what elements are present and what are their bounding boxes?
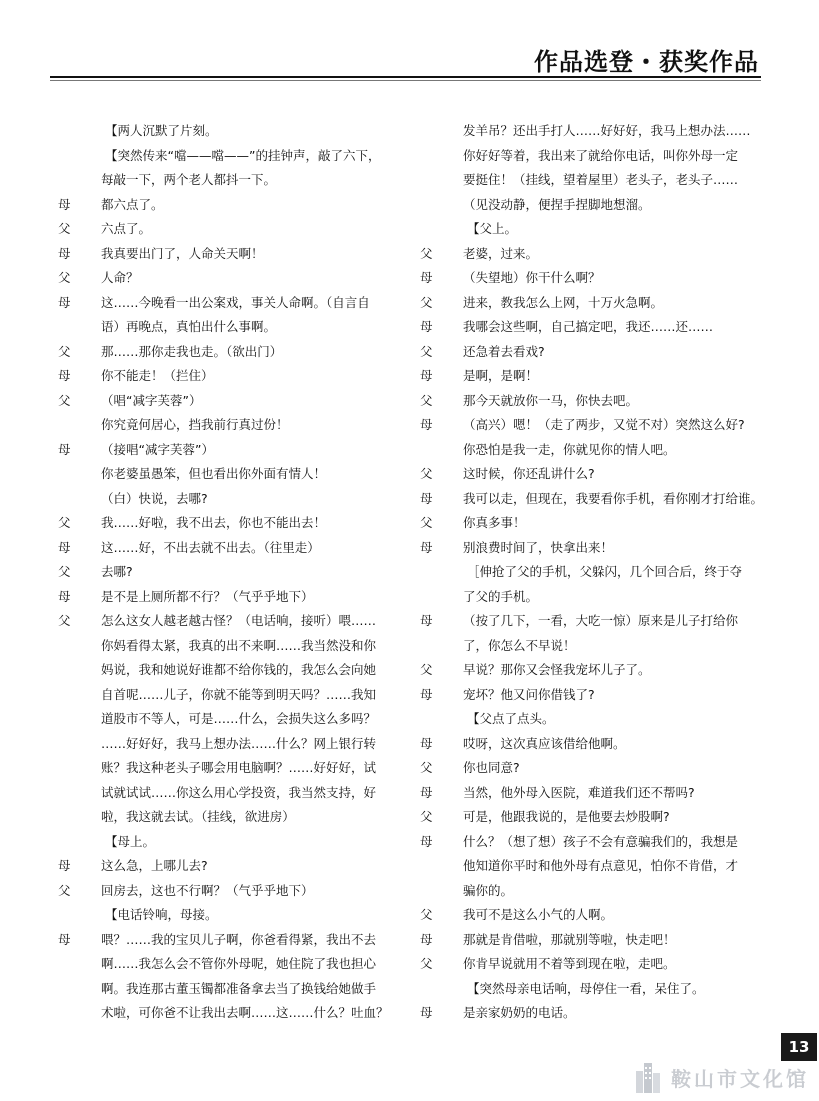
speaker-label: 父	[420, 245, 433, 261]
line-text: 啦，我这就去试。（挂线，欲进房）	[101, 809, 295, 824]
script-line	[58, 193, 402, 218]
line-text: 这么急，上哪儿去?	[101, 858, 208, 873]
script-line	[420, 487, 766, 512]
line-text: （唱“减字芙蓉”）	[101, 392, 202, 408]
line-text: 他知道你平时和他外母有点意见，怕你不肯借，才	[463, 858, 739, 873]
speaker-label: 父	[58, 343, 71, 359]
line-text: 这……好，不出去就不出去。（往里走）	[101, 539, 320, 555]
script-line	[58, 781, 402, 806]
script-line	[58, 756, 402, 781]
line-text: 【突然传来“噹——噹——”的挂钟声，敲了六下，	[105, 147, 381, 163]
line-text: 进来，教我怎么上网，十万火急啊。	[463, 294, 664, 310]
line-text: 喂？……我的宝贝儿子啊，你爸看得紧，我出不去	[101, 931, 377, 947]
speaker-label: 母	[420, 735, 433, 751]
line-text: 我可不是这么小气的人啊。	[463, 907, 614, 922]
script-line	[58, 217, 402, 242]
line-text: 【电话铃响，母接。	[105, 907, 218, 922]
speaker-label: 母	[420, 1005, 433, 1020]
line-text: 我真要出门了，人命关天啊！	[101, 245, 264, 261]
script-line	[420, 830, 766, 855]
script-line	[420, 389, 766, 414]
script-line	[58, 291, 402, 316]
script-line	[420, 119, 766, 144]
line-text: 那……那你走我也走。（欲出门）	[101, 343, 283, 359]
script-line	[58, 609, 402, 634]
speaker-label: 母	[420, 539, 433, 555]
script-line	[420, 242, 766, 267]
speaker-label: 母	[420, 490, 433, 506]
speaker-label: 父	[58, 270, 71, 285]
speaker-label: 父	[58, 515, 71, 530]
speaker-label: 父	[420, 466, 433, 481]
script-line	[58, 830, 402, 855]
line-text: 可是，他跟我说的，是他要去炒股啊?	[463, 809, 670, 824]
speaker-label: 母	[420, 686, 433, 702]
line-text: 你不能走！（拦住）	[101, 368, 214, 383]
script-line	[58, 707, 402, 732]
script-line	[420, 1001, 766, 1026]
line-text: （接唱“减字芙蓉”）	[101, 441, 214, 457]
line-text: 试就试试……你这么用心学投资，我当然支持，好	[101, 784, 377, 800]
line-text: 你真多事！	[463, 515, 526, 530]
speaker-label: 父	[420, 392, 433, 408]
script-line	[420, 756, 766, 781]
speaker-label: 母	[58, 196, 71, 212]
header-divider	[50, 76, 761, 78]
speaker-label: 父	[58, 882, 71, 898]
script-line	[420, 707, 766, 732]
script-line	[58, 119, 402, 144]
line-text: 我可以走，但现在，我要看你手机，看你刚才打给谁。	[463, 490, 764, 506]
line-text: 六点了。	[101, 221, 152, 236]
line-text: 了父的手机。	[463, 588, 539, 604]
line-text: 发羊吊？还出手打人……好好好，我马上想办法……	[463, 123, 751, 138]
line-text: 你好好等着，我出来了就给你电话，叫你外母一定	[463, 147, 739, 163]
line-text: （高兴）嗯！（走了两步，又觉不对）突然这么好?	[463, 417, 745, 432]
speaker-label: 母	[420, 931, 433, 947]
script-line	[58, 315, 402, 340]
speaker-label: 父	[420, 343, 433, 359]
line-text: 当然，他外母入医院，难道我们还不帮吗?	[463, 784, 695, 800]
line-text: 别浪费时间了，快拿出来！	[463, 539, 614, 555]
script-line	[420, 658, 766, 683]
line-text: 去哪?	[101, 564, 133, 579]
line-text: （失望地）你干什么啊？	[463, 270, 601, 285]
script-line	[420, 732, 766, 757]
line-text: 宠坏？他又问你借钱了?	[463, 686, 595, 702]
line-text: 是亲家奶奶的电话。	[463, 1005, 576, 1020]
line-text: 账？我这种老头子哪会用电脑啊？……好好好，试	[101, 760, 377, 775]
building-logo-icon	[633, 1059, 663, 1095]
line-text: 老婆，过来。	[463, 245, 539, 261]
line-text: 怎么这女人越老越古怪？（电话响，接听）喂……	[101, 613, 377, 628]
script-line	[420, 977, 766, 1002]
script-line	[58, 168, 402, 193]
speaker-label: 母	[420, 270, 433, 285]
script-line	[420, 952, 766, 977]
script-line	[420, 879, 766, 904]
script-line	[420, 217, 766, 242]
speaker-label: 母	[58, 858, 71, 873]
script-line	[420, 291, 766, 316]
line-text: 这时候，你还乱讲什么?	[463, 466, 595, 481]
line-text: 你肯早说就用不着等到现在啦，走吧。	[463, 956, 676, 971]
line-text: 是不是上厕所都不行？（气乎乎地下）	[101, 588, 314, 604]
script-line	[420, 854, 766, 879]
line-text: 术啦，可你爸不让我出去啊……这……什么？吐血？	[101, 1005, 389, 1020]
script-line	[420, 413, 766, 438]
script-line	[420, 805, 766, 830]
line-text: 哎呀，这次真应该借给他啊。	[463, 735, 626, 751]
script-line	[58, 560, 402, 585]
script-line	[58, 462, 402, 487]
line-text: 你究竟何居心，挡我前行真过份！	[101, 417, 289, 432]
script-line	[420, 315, 766, 340]
line-text: （白）快说，去哪?	[101, 490, 208, 506]
line-text: 早说？那你又会怪我宠坏儿子了。	[463, 662, 651, 677]
speaker-label: 母	[420, 613, 433, 628]
speaker-label: 父	[58, 392, 71, 408]
line-text: 你老婆虽愚笨，但也看出你外面有情人！	[101, 466, 327, 481]
line-text: 都六点了。	[101, 196, 164, 212]
line-text: 骗你的。	[463, 882, 514, 898]
speaker-label: 父	[420, 956, 433, 971]
speaker-label: 母	[420, 319, 433, 334]
watermark	[633, 1059, 809, 1095]
speaker-label: 母	[58, 368, 71, 383]
script-line	[58, 952, 402, 977]
script-line	[420, 536, 766, 561]
line-text: 【突然母亲电话响，母停住一看，呆住了。	[467, 980, 705, 996]
line-text: 【两人沉默了片刻。	[105, 123, 218, 138]
line-text: 那就是肯借啦，那就别等啦，快走吧！	[463, 931, 676, 947]
script-line	[420, 903, 766, 928]
script-line	[420, 462, 766, 487]
line-text: 人命？	[101, 270, 139, 285]
script-line	[58, 879, 402, 904]
speaker-label: 父	[420, 760, 433, 775]
line-text: 啊……我怎么会不管你外母呢，她住院了我也担心	[101, 956, 377, 971]
script-line	[420, 364, 766, 389]
script-line	[420, 634, 766, 659]
script-line	[58, 242, 402, 267]
script-line	[420, 193, 766, 218]
speaker-label: 母	[420, 368, 433, 383]
script-line	[58, 634, 402, 659]
line-text: 语）再晚点，真怕出什么事啊。	[101, 319, 277, 334]
speaker-label: 母	[58, 588, 71, 604]
line-text: 要挺住！（挂线，望着屋里）老头子，老头子……	[463, 172, 739, 187]
speaker-label: 母	[58, 294, 71, 310]
line-text: 【父上。	[467, 221, 518, 236]
line-text: 啊。我连那古董玉镯都准备拿去当了换钱给她做手	[101, 980, 377, 996]
script-line	[58, 977, 402, 1002]
speaker-label: 父	[58, 564, 71, 579]
script-line	[58, 683, 402, 708]
line-text: ［伸抢了父的手机，父躲闪，几个回合后，终于夺	[467, 564, 743, 579]
script-line	[58, 389, 402, 414]
speaker-label: 父	[58, 221, 71, 236]
script-line	[420, 781, 766, 806]
speaker-label: 父	[420, 809, 433, 824]
script-line	[420, 168, 766, 193]
line-text: 每敲一下，两个老人都抖一下。	[101, 172, 277, 187]
line-text: 我……好啦，我不出去，你也不能出去！	[101, 515, 327, 530]
line-text: 了，你怎么不早说！	[463, 637, 576, 653]
page-number: 13	[781, 1033, 817, 1061]
script-line	[58, 585, 402, 610]
speaker-label: 母	[58, 539, 71, 555]
script-line	[420, 560, 766, 585]
script-line	[58, 1001, 402, 1026]
speaker-label: 父	[58, 613, 71, 628]
script-line	[58, 364, 402, 389]
script-line	[58, 536, 402, 561]
script-line	[58, 438, 402, 463]
script-line	[58, 144, 402, 169]
line-text: 回房去，这也不行啊？（气乎乎地下）	[101, 882, 314, 898]
speaker-label: 母	[58, 441, 71, 457]
line-text: 自首呢……儿子，你就不能等到明天吗？……我知	[101, 686, 377, 702]
line-text: ……好好好，我马上想办法……什么？网上银行转	[101, 735, 377, 751]
left-text-column	[58, 119, 402, 1026]
script-line	[58, 854, 402, 879]
speaker-label: 母	[420, 833, 433, 849]
speaker-label: 母	[420, 784, 433, 800]
line-text: 什么？（想了想）孩子不会有意骗我们的，我想是	[463, 833, 739, 849]
line-text: 我哪会这些啊，自己搞定吧，我还……还……	[463, 319, 714, 334]
header-divider-thin	[50, 80, 761, 81]
script-line	[58, 805, 402, 830]
line-text: 【母上。	[105, 833, 156, 849]
script-line	[420, 340, 766, 365]
line-text: 是啊，是啊！	[463, 368, 539, 383]
line-text: 你恐怕是我一走，你就见你的情人吧。	[463, 441, 676, 457]
line-text: （见没动静，便捏手捏脚地想溜。	[463, 196, 651, 212]
script-line	[58, 511, 402, 536]
line-text: 你也同意?	[463, 760, 520, 775]
watermark-text: 鞍山市文化馆	[671, 1066, 809, 1091]
script-line	[420, 438, 766, 463]
script-line	[58, 928, 402, 953]
line-text: 你妈看得太紧，我真的出不来啊……我当然没和你	[101, 637, 377, 653]
script-line	[58, 903, 402, 928]
speaker-label: 父	[420, 515, 433, 530]
script-line	[58, 732, 402, 757]
script-line	[420, 585, 766, 610]
script-line	[58, 266, 402, 291]
script-line	[58, 413, 402, 438]
script-line	[420, 683, 766, 708]
script-line	[420, 511, 766, 536]
right-text-column	[420, 119, 766, 1026]
script-line	[420, 144, 766, 169]
script-line	[420, 609, 766, 634]
speaker-label: 父	[420, 294, 433, 310]
line-text: 还急着去看戏?	[463, 343, 545, 359]
speaker-label: 父	[420, 907, 433, 922]
script-line	[58, 487, 402, 512]
speaker-label: 父	[420, 662, 433, 677]
speaker-label: 母	[58, 931, 71, 947]
line-text: 道股市不等人，可是……什么，会损失这么多吗？	[101, 711, 377, 726]
line-text: 那今天就放你一马，你快去吧。	[463, 392, 639, 408]
line-text: 妈说，我和她说好谁都不给你钱的，我怎么会向她	[101, 662, 377, 677]
page-header-title: 作品选登・获奖作品	[534, 48, 759, 76]
speaker-label: 母	[58, 245, 71, 261]
line-text: 【父点了点头。	[467, 711, 555, 726]
script-line	[58, 340, 402, 365]
script-line	[420, 266, 766, 291]
speaker-label: 母	[420, 417, 433, 432]
line-text: （按了几下，一看，大吃一惊）原来是儿子打给你	[463, 613, 739, 628]
line-text: 这……今晚看一出公案戏，事关人命啊。（自言自	[101, 294, 370, 310]
script-line	[420, 928, 766, 953]
script-line	[58, 658, 402, 683]
